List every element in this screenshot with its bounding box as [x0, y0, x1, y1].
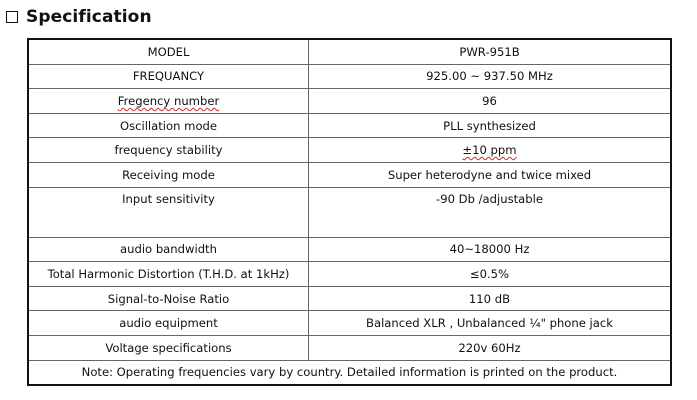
row-label-voltage: Voltage specifications [28, 335, 309, 360]
row-value-audio-equipment: Balanced XLR , Unbalanced ¼" phone jack [309, 311, 672, 336]
row-value-model: PWR-951B [309, 39, 672, 64]
row-value-frequency-stability-text: ±10 ppm [462, 143, 517, 158]
table-row [28, 138, 671, 163]
row-label-input-sensitivity: Input sensitivity [28, 187, 309, 237]
row-value-receiving-mode: Super heterodyne and twice mixed [309, 162, 672, 187]
row-label-model: MODEL [28, 39, 309, 64]
row-label-thd: Total Harmonic Distortion (T.H.D. at 1kHz) [28, 262, 309, 287]
table-note-row [28, 360, 671, 385]
table-row [28, 187, 671, 237]
table-row [28, 286, 671, 311]
row-label-frequency-number [28, 89, 309, 114]
table-row [28, 237, 671, 262]
row-label-frequancy: FREQUANCY [28, 64, 309, 89]
row-label-frequency-stability: frequency stability [28, 138, 309, 163]
row-label-audio-equipment: audio equipment [28, 311, 309, 336]
specification-table [27, 38, 672, 386]
table-row [28, 311, 671, 336]
row-value-thd: ≤0.5% [309, 262, 672, 287]
table-row [28, 262, 671, 287]
row-value-frequancy: 925.00 ~ 937.50 MHz [309, 64, 672, 89]
section-heading [6, 4, 152, 30]
row-label-snr: Signal-to-Noise Ratio [28, 286, 309, 311]
row-value-frequency-number: 96 [309, 89, 672, 114]
row-value-voltage: 220v 60Hz [309, 335, 672, 360]
section-title: Specification [26, 7, 152, 27]
row-value-oscillation-mode: PLL synthesized [309, 113, 672, 138]
row-label-receiving-mode: Receiving mode [28, 162, 309, 187]
table-note: Note: Operating frequencies vary by country. Detailed information is printed on the product. [28, 360, 671, 385]
row-value-snr: 110 dB [309, 286, 672, 311]
table-row [28, 89, 671, 114]
checkbox-square-icon [6, 11, 18, 23]
table-row [28, 64, 671, 89]
table-row [28, 113, 671, 138]
row-value-frequency-stability [309, 138, 672, 163]
row-label-frequency-number-text: Fregency number [117, 93, 220, 108]
row-value-input-sensitivity: -90 Db /adjustable [309, 187, 672, 237]
table-row [28, 39, 671, 64]
row-value-audio-bandwidth: 40~18000 Hz [309, 237, 672, 262]
row-label-oscillation-mode: Oscillation mode [28, 113, 309, 138]
table-row [28, 335, 671, 360]
row-label-audio-bandwidth: audio bandwidth [28, 237, 309, 262]
table-row [28, 162, 671, 187]
